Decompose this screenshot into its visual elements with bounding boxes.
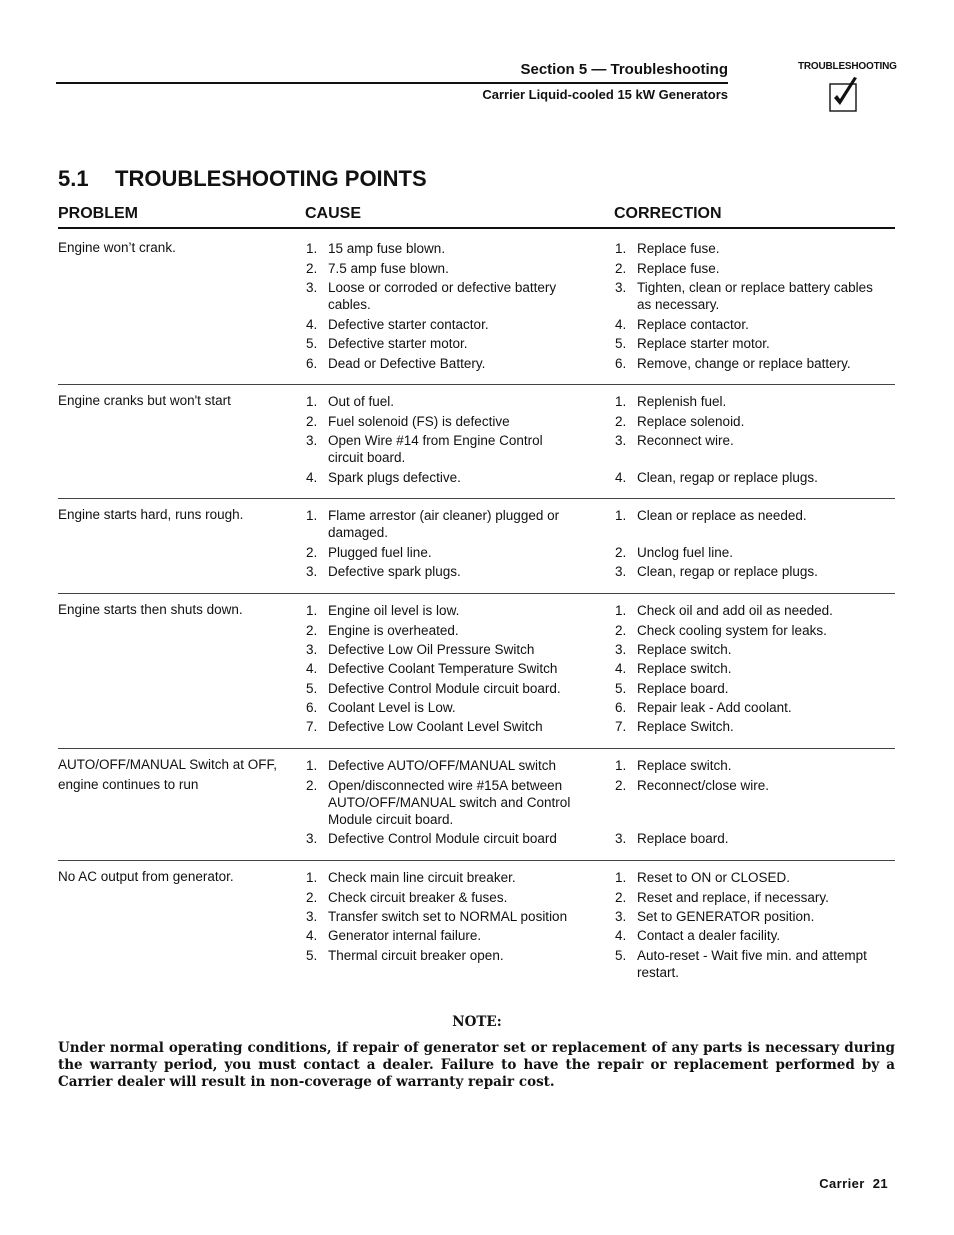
item-number: 6. bbox=[306, 356, 318, 371]
item-number: 2. bbox=[615, 414, 627, 429]
list-item bbox=[615, 507, 895, 524]
header-divider bbox=[58, 227, 895, 229]
item-number: 4. bbox=[306, 661, 318, 676]
item-number: 3. bbox=[306, 642, 318, 657]
item-number: 2. bbox=[615, 545, 627, 560]
list-item bbox=[306, 602, 586, 619]
item-number: 7. bbox=[306, 719, 318, 734]
row-divider bbox=[58, 593, 895, 594]
item-text: Replace starter motor. bbox=[637, 336, 770, 351]
list-item bbox=[615, 413, 895, 430]
list-item bbox=[615, 718, 895, 735]
item-text: Out of fuel. bbox=[328, 394, 395, 409]
item-text: Coolant Level is Low. bbox=[328, 700, 456, 715]
list-item bbox=[615, 279, 895, 313]
item-number: 2. bbox=[615, 623, 627, 638]
list-item bbox=[615, 469, 895, 486]
list-item bbox=[306, 335, 586, 352]
row-divider bbox=[58, 748, 895, 749]
column-header-correction: CORRECTION bbox=[614, 205, 722, 222]
list-item bbox=[306, 757, 586, 774]
item-number: 1. bbox=[306, 603, 318, 618]
section-title: TROUBLESHOOTING POINTS bbox=[115, 166, 427, 191]
list-item bbox=[306, 563, 586, 580]
list-item bbox=[306, 869, 586, 886]
section-tag: TROUBLESHOOTING bbox=[798, 61, 897, 72]
list-item bbox=[306, 718, 586, 735]
item-text: Reset and replace, if necessary. bbox=[637, 890, 829, 905]
item-text: Defective AUTO/OFF/MANUAL switch bbox=[328, 758, 557, 773]
item-number: 3. bbox=[306, 433, 318, 448]
item-text: Defective Low Coolant Level Switch bbox=[328, 719, 543, 734]
item-text: Clean, regap or replace plugs. bbox=[637, 470, 818, 485]
item-number: 5. bbox=[306, 681, 318, 696]
item-number: 6. bbox=[615, 700, 627, 715]
list-item bbox=[306, 355, 586, 372]
item-text: Defective Control Module circuit board bbox=[328, 831, 557, 846]
item-text: Clean, regap or replace plugs. bbox=[637, 564, 818, 579]
item-text: Flame arrestor (air cleaner) plugged or damaged. bbox=[328, 508, 560, 540]
item-text: Fuel solenoid (FS) is defective bbox=[328, 414, 510, 429]
item-text: Check main line circuit breaker. bbox=[328, 870, 516, 885]
list-item bbox=[306, 777, 586, 828]
item-number: 5. bbox=[615, 681, 627, 696]
item-text: Remove, change or replace battery. bbox=[637, 356, 851, 371]
item-text: Reconnect/close wire. bbox=[637, 778, 770, 793]
item-text: Replace switch. bbox=[637, 661, 732, 676]
item-text: Replace board. bbox=[637, 681, 729, 696]
list-item bbox=[306, 544, 586, 561]
list-item bbox=[615, 699, 895, 716]
item-text: Check circuit breaker & fuses. bbox=[328, 890, 508, 905]
list-item bbox=[615, 927, 895, 944]
list-item bbox=[615, 889, 895, 906]
list-item bbox=[615, 240, 895, 257]
item-text: 7.5 amp fuse blown. bbox=[328, 261, 449, 276]
list-item bbox=[306, 507, 586, 541]
item-number: 1. bbox=[615, 758, 627, 773]
list-item bbox=[306, 393, 586, 410]
list-item bbox=[306, 889, 586, 906]
item-text: Replace solenoid. bbox=[637, 414, 745, 429]
problem-cell: No AC output from generator. bbox=[58, 869, 234, 884]
item-number: 1. bbox=[306, 870, 318, 885]
item-number: 5. bbox=[306, 336, 318, 351]
list-item bbox=[306, 279, 586, 313]
item-text: Dead or Defective Battery. bbox=[328, 356, 486, 371]
list-item bbox=[615, 947, 895, 981]
row-divider bbox=[58, 860, 895, 861]
list-item bbox=[306, 699, 586, 716]
item-number: 1. bbox=[615, 603, 627, 618]
item-number: 3. bbox=[306, 909, 318, 924]
list-item bbox=[615, 316, 895, 333]
list-item bbox=[306, 413, 586, 430]
item-number: 5. bbox=[306, 948, 318, 963]
item-number: 7. bbox=[615, 719, 627, 734]
item-number: 2. bbox=[306, 261, 318, 276]
item-text: Replace fuse. bbox=[637, 241, 720, 256]
item-text: Defective starter motor. bbox=[328, 336, 468, 351]
item-text: Tighten, clean or replace battery cables as necessary. bbox=[637, 280, 873, 312]
checkbox-check-icon bbox=[829, 76, 859, 112]
item-number: 6. bbox=[615, 356, 627, 371]
item-text: Defective Coolant Temperature Switch bbox=[328, 661, 558, 676]
item-text: Loose or corroded or defective battery cables. bbox=[328, 280, 557, 312]
header-rule bbox=[56, 82, 728, 84]
list-item bbox=[306, 927, 586, 944]
list-item bbox=[306, 830, 586, 847]
column-header-cause: CAUSE bbox=[305, 205, 362, 222]
item-number: 2. bbox=[306, 778, 318, 793]
column-header-problem: PROBLEM bbox=[58, 205, 138, 222]
item-number: 4. bbox=[306, 928, 318, 943]
item-number: 1. bbox=[615, 241, 627, 256]
list-item bbox=[306, 316, 586, 333]
page-footer bbox=[819, 1176, 888, 1191]
list-item bbox=[306, 641, 586, 658]
item-text: Defective Low Oil Pressure Switch bbox=[328, 642, 535, 657]
item-text: Auto-reset - Wait five min. and attempt restart. bbox=[637, 948, 867, 980]
item-number: 2. bbox=[306, 890, 318, 905]
item-text: Replace Switch. bbox=[637, 719, 734, 734]
list-item bbox=[615, 622, 895, 639]
list-item bbox=[615, 393, 895, 410]
list-item bbox=[306, 469, 586, 486]
section-number: 5.1 bbox=[58, 166, 89, 191]
item-text: Repair leak - Add coolant. bbox=[637, 700, 792, 715]
item-text: Check cooling system for leaks. bbox=[637, 623, 827, 638]
problem-cell: Engine starts hard, runs rough. bbox=[58, 507, 244, 522]
item-number: 1. bbox=[306, 394, 318, 409]
problem-cell: Engine won’t crank. bbox=[58, 240, 176, 255]
item-number: 4. bbox=[306, 317, 318, 332]
list-item bbox=[615, 335, 895, 352]
item-number: 5. bbox=[615, 336, 627, 351]
list-item bbox=[306, 432, 586, 466]
list-item bbox=[615, 563, 895, 580]
note-label: NOTE: bbox=[452, 1014, 502, 1030]
item-number: 3. bbox=[306, 564, 318, 579]
item-text: Reset to ON or CLOSED. bbox=[637, 870, 791, 885]
item-number: 2. bbox=[615, 261, 627, 276]
item-text: Replace switch. bbox=[637, 758, 732, 773]
item-number: 1. bbox=[615, 394, 627, 409]
item-number: 3. bbox=[615, 642, 627, 657]
list-item bbox=[615, 602, 895, 619]
item-text: Open/disconnected wire #15A between AUTO/OFF/MANUAL switch and Control Module circuit board. bbox=[328, 778, 571, 827]
item-text: Replenish fuel. bbox=[637, 394, 727, 409]
item-text: Defective starter contactor. bbox=[328, 317, 489, 332]
list-item bbox=[306, 660, 586, 677]
item-text: Clean or replace as needed. bbox=[637, 508, 807, 523]
list-item bbox=[615, 680, 895, 697]
item-number: 1. bbox=[306, 508, 318, 523]
item-number: 3. bbox=[615, 564, 627, 579]
problem-cell: AUTO/OFF/MANUAL Switch at OFF, engine continues to run bbox=[58, 757, 278, 792]
item-text: Defective spark plugs. bbox=[328, 564, 461, 579]
list-item bbox=[615, 777, 895, 794]
item-text: Replace board. bbox=[637, 831, 729, 846]
item-number: 6. bbox=[306, 700, 318, 715]
list-item bbox=[306, 622, 586, 639]
list-item bbox=[615, 641, 895, 658]
item-text: Replace fuse. bbox=[637, 261, 720, 276]
item-number: 2. bbox=[306, 414, 318, 429]
item-number: 4. bbox=[615, 317, 627, 332]
item-number: 1. bbox=[615, 870, 627, 885]
item-number: 1. bbox=[615, 508, 627, 523]
item-text: 15 amp fuse blown. bbox=[328, 241, 446, 256]
section-header-subtitle: Carrier Liquid-cooled 15 kW Generators bbox=[482, 87, 728, 102]
item-number: 4. bbox=[615, 928, 627, 943]
list-item bbox=[615, 908, 895, 925]
item-text: Generator internal failure. bbox=[328, 928, 482, 943]
item-text: Replace contactor. bbox=[637, 317, 749, 332]
item-text: Reconnect wire. bbox=[637, 433, 734, 448]
footer-brand: Carrier bbox=[819, 1176, 865, 1191]
list-item bbox=[615, 660, 895, 677]
list-item bbox=[615, 869, 895, 886]
list-item bbox=[615, 757, 895, 774]
list-item bbox=[306, 240, 586, 257]
list-item bbox=[615, 432, 895, 449]
page-number: 21 bbox=[872, 1176, 888, 1191]
list-item bbox=[306, 947, 586, 964]
item-text: Open Wire #14 from Engine Control circuit board. bbox=[328, 433, 543, 465]
item-number: 3. bbox=[306, 831, 318, 846]
list-item bbox=[615, 355, 895, 372]
problem-cell: Engine cranks but won't start bbox=[58, 393, 231, 408]
row-divider bbox=[58, 384, 895, 385]
list-item bbox=[306, 680, 586, 697]
list-item bbox=[615, 544, 895, 561]
problem-cell: Engine starts then shuts down. bbox=[58, 602, 243, 617]
item-number: 5. bbox=[615, 948, 627, 963]
item-number: 3. bbox=[615, 433, 627, 448]
row-divider bbox=[58, 498, 895, 499]
note-body: Under normal operating conditions, if repair of generator set or replacement of any parts is necessary during the warranty period, you must contact a dealer. Failure to have the repair or replacement performed by a Carrier dealer will result in non-coverage of warranty repair cost. bbox=[58, 1040, 895, 1090]
item-number: 4. bbox=[306, 470, 318, 485]
item-number: 3. bbox=[306, 280, 318, 295]
item-text: Defective Control Module circuit board. bbox=[328, 681, 561, 696]
item-text: Spark plugs defective. bbox=[328, 470, 461, 485]
list-item bbox=[615, 830, 895, 847]
item-number: 1. bbox=[306, 758, 318, 773]
item-number: 3. bbox=[615, 831, 627, 846]
item-number: 1. bbox=[306, 241, 318, 256]
page-title bbox=[58, 166, 427, 192]
item-number: 4. bbox=[615, 661, 627, 676]
item-number: 2. bbox=[306, 623, 318, 638]
item-number: 3. bbox=[615, 909, 627, 924]
item-text: Replace switch. bbox=[637, 642, 732, 657]
item-text: Unclog fuel line. bbox=[637, 545, 734, 560]
item-text: Plugged fuel line. bbox=[328, 545, 432, 560]
item-number: 3. bbox=[615, 280, 627, 295]
item-text: Check oil and add oil as needed. bbox=[637, 603, 833, 618]
item-number: 2. bbox=[615, 778, 627, 793]
list-item bbox=[615, 260, 895, 277]
item-text: Transfer switch set to NORMAL position bbox=[328, 909, 568, 924]
item-text: Contact a dealer facility. bbox=[637, 928, 781, 943]
list-item bbox=[306, 908, 586, 925]
item-number: 4. bbox=[615, 470, 627, 485]
section-header-title: Section 5 — Troubleshooting bbox=[520, 61, 728, 78]
item-number: 2. bbox=[615, 890, 627, 905]
item-text: Set to GENERATOR position. bbox=[637, 909, 815, 924]
item-text: Engine oil level is low. bbox=[328, 603, 460, 618]
item-text: Thermal circuit breaker open. bbox=[328, 948, 504, 963]
item-number: 2. bbox=[306, 545, 318, 560]
item-text: Engine is overheated. bbox=[328, 623, 459, 638]
list-item bbox=[306, 260, 586, 277]
